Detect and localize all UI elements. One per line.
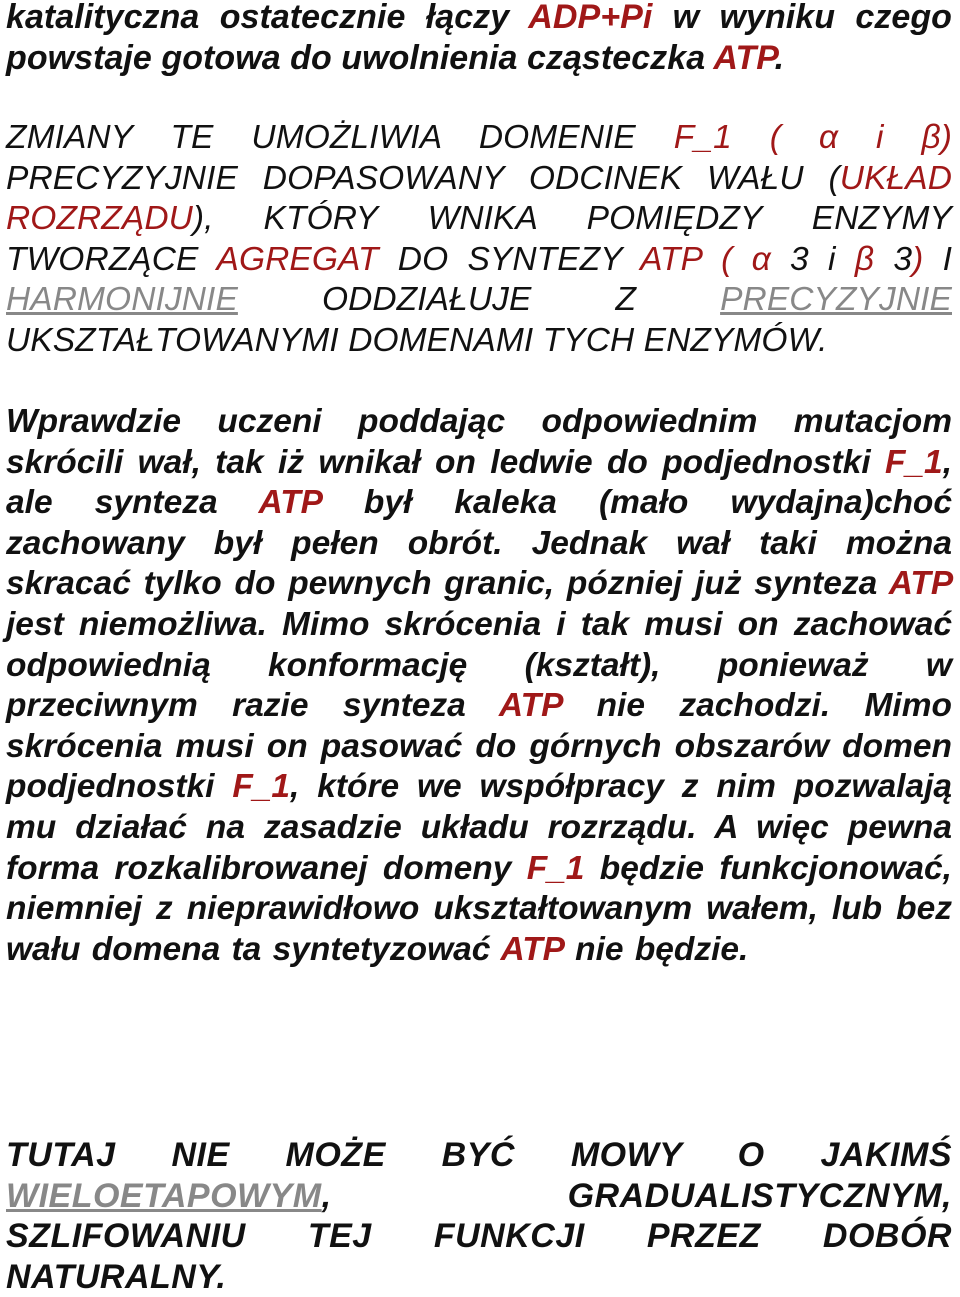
text-run: UKSZTAŁTOWANYMI DOMENAMI TYCH ENZYMÓW. bbox=[6, 321, 828, 359]
text-run: PRECYZYJNIE DOPASOWANY ODCINEK WAŁU ( bbox=[6, 159, 840, 197]
highlight-atp: ATP bbox=[498, 687, 563, 725]
paragraph-shaft-domains bbox=[6, 118, 952, 362]
highlight-atp: ATP bbox=[713, 38, 775, 77]
paragraph-atp-synthesis bbox=[6, 0, 952, 78]
paragraph-mutation-experiment bbox=[6, 402, 952, 970]
link-wieloetapowym[interactable]: WIELOETAPOWYM bbox=[6, 1176, 322, 1215]
highlight-atp: ATP bbox=[888, 565, 952, 603]
text-run: 3 i bbox=[770, 240, 855, 278]
paragraph-conclusion bbox=[6, 1135, 952, 1297]
highlight-uklad-rozrzadu: UKŁAD ROZRZĄDU bbox=[6, 159, 952, 238]
text-run: 3 bbox=[874, 240, 913, 278]
highlight-f1: F_1 bbox=[526, 849, 585, 887]
text-run: katalityczna ostatecznie łączy bbox=[6, 0, 529, 36]
text-run: Wprawdzie uczeni poddając odpowiednim mutacjom skrócili wał, tak iż wnikał on ledwie do podjednostki bbox=[6, 403, 952, 481]
text-run: nie będzie. bbox=[563, 930, 749, 968]
highlight-agregat: AGREGAT bbox=[216, 240, 379, 278]
text-run: ), KTÓRY WNIKA POMIĘDZY ENZYMY TWORZĄCE bbox=[6, 200, 952, 278]
text-run: jest niemożliwa. Mimo skrócenia i tak musi on zachować odpowiednią konformację (kształt), ponieważ w przeciwnym razie synteza bbox=[6, 605, 952, 725]
text-run: , ale synteza bbox=[6, 443, 952, 522]
text-run: TUTAJ NIE MOŻE BYĆ MOWY O JAKIMŚ bbox=[6, 1136, 952, 1174]
text-run: . bbox=[774, 38, 785, 77]
highlight-adp-pi: ADP+Pi bbox=[528, 0, 653, 36]
link-precyzyjnie[interactable]: PRECYZYJNIE bbox=[720, 281, 952, 319]
highlight-f1: F_1 bbox=[884, 443, 943, 481]
highlight-f1-alpha-beta: F_1 ( α i β) bbox=[673, 119, 952, 156]
text-run: był kaleka (mało wydajna)choć zachowany był pełen obrót. Jednak wał taki można skracać tylko do pewnych granic, pózniej już synteza bbox=[6, 484, 953, 603]
highlight-atp-alpha: ATP ( α bbox=[640, 240, 771, 278]
highlight-paren: ) bbox=[912, 240, 924, 278]
highlight-beta: β bbox=[854, 240, 875, 278]
text-run: ODDZIAŁUJE Z bbox=[237, 281, 721, 319]
text-run: , GRADUALISTYCZNYM, SZLIFOWANIU TEJ FUNKCJI PRZEZ DOBÓR NATURALNY. bbox=[6, 1176, 952, 1296]
text-run: I bbox=[923, 240, 953, 278]
text-run: DO SYNTEZY bbox=[378, 240, 641, 278]
text-run: ZMIANY TE UMOŻLIWIA DOMENIE bbox=[6, 119, 674, 156]
highlight-atp: ATP bbox=[258, 484, 322, 522]
text-run: nie zachodzi. Mimo skrócenia musi on pasować do górnych obszarów domen podjednostki bbox=[6, 687, 952, 806]
link-harmonijnie[interactable]: HARMONIJNIE bbox=[6, 281, 238, 319]
highlight-atp: ATP bbox=[500, 930, 564, 968]
text-run: , które we współpracy z nim pozwalają mu działać na zasadzie układu rozrządu. A więc pewna forma rozkalibrowanej domeny bbox=[6, 768, 953, 887]
text-run: w wyniku czego powstaje gotowa do uwolnienia cząsteczka bbox=[6, 0, 952, 77]
highlight-f1: F_1 bbox=[232, 768, 291, 806]
text-run: będzie funkcjonować, niemniej z nieprawidłowo ukształtowanym wałem, lub bez wału domena ta syntetyzować bbox=[6, 849, 952, 968]
